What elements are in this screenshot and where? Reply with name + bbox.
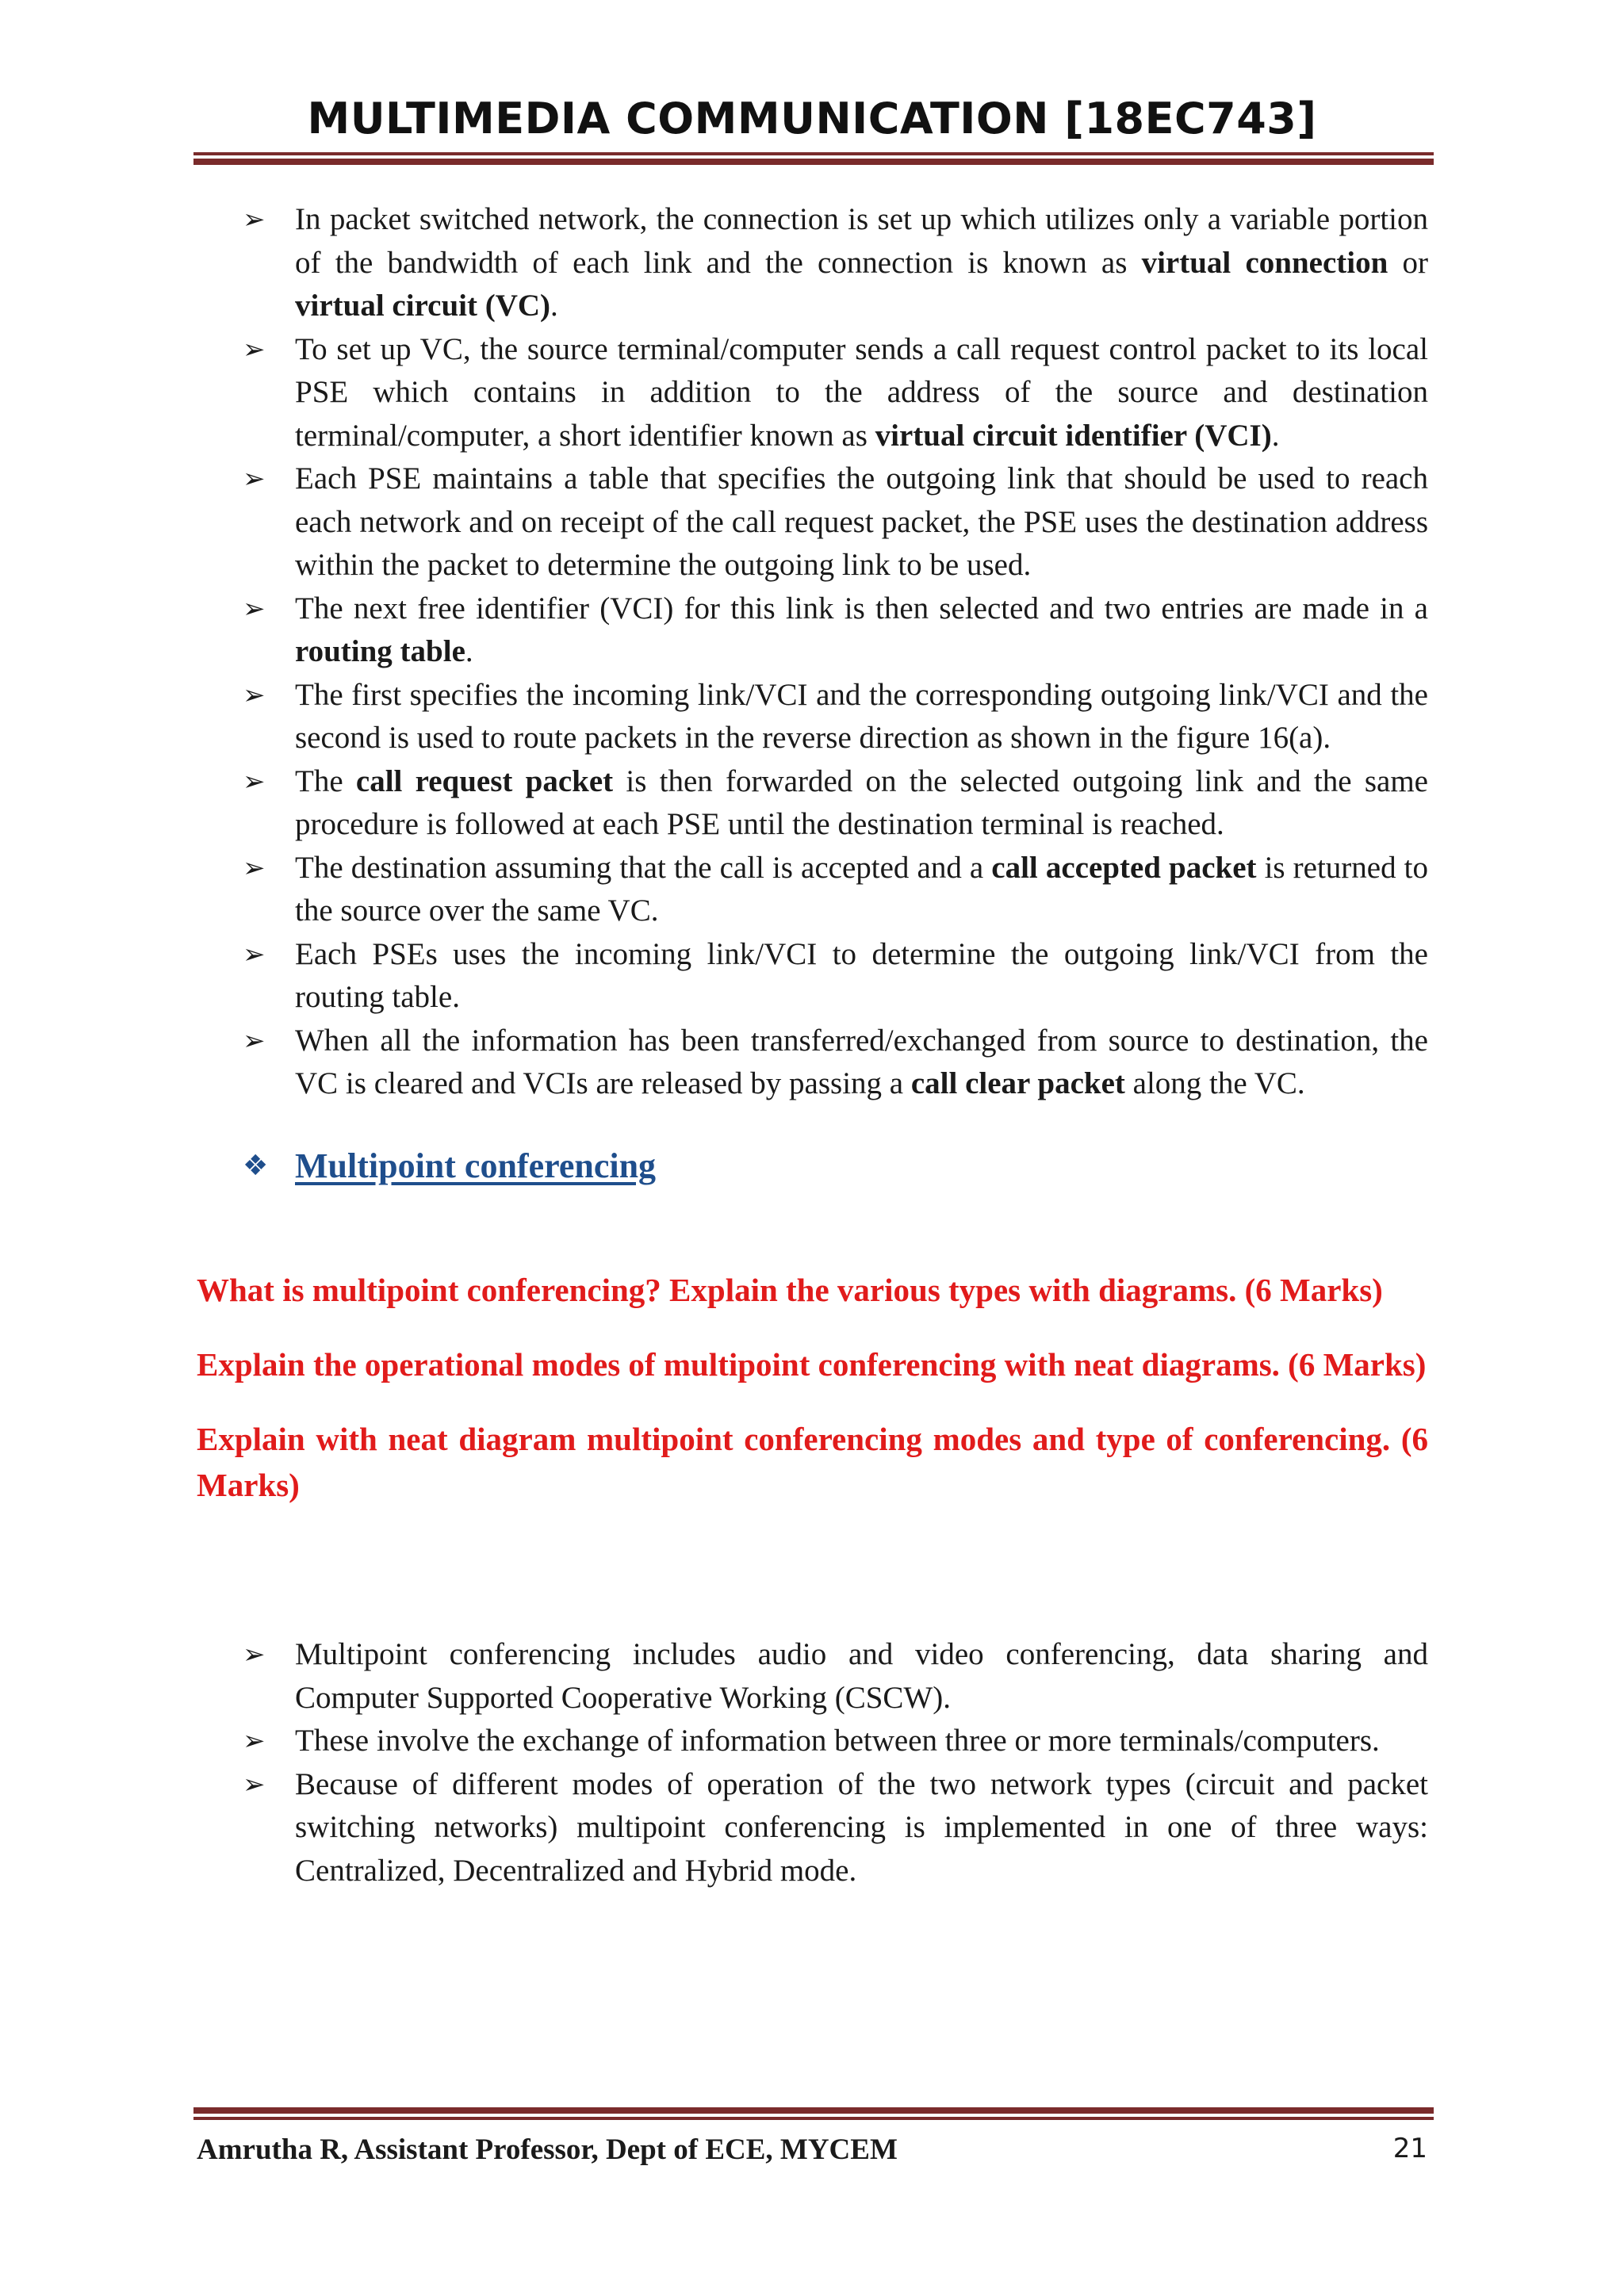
list-item: [243, 847, 1428, 933]
body-text: These involve the exchange of information between three or more terminals/computers.: [295, 1724, 1380, 1758]
bullet-list-virtual-circuit: [243, 198, 1428, 1106]
list-item: [243, 328, 1428, 458]
body-text: .: [1271, 418, 1280, 453]
body-text: Each PSE maintains a table that specifies the outgoing link that should be used to reach each network and on receipt of the call request packet, the PSE uses the destination address within the packet to determine the outgoing link to be used.: [295, 461, 1428, 582]
body-text: .: [550, 289, 558, 323]
arrow-bullet-icon: ➢: [243, 679, 266, 711]
exam-questions: [197, 1267, 1428, 1536]
body-text: is then forwarded on the selected outgoing link and the same procedure is followed at each PSE until the destination terminal is reached.: [295, 763, 1428, 841]
arrow-bullet-icon: ➢: [243, 938, 266, 970]
list-item: [243, 1633, 1428, 1720]
body-text: The destination assuming that the call is accepted and a: [295, 850, 992, 885]
body-text: When all the information has been transferred/exchanged from source to destination, the VC is cleared and VCIs are released by passing a: [295, 1023, 1428, 1100]
arrow-bullet-icon: ➢: [243, 204, 266, 235]
list-item: [243, 674, 1428, 760]
body-text: is returned to the source over the same VC.: [295, 850, 1429, 928]
list-item: [243, 198, 1428, 328]
bold-term: virtual circuit (VC): [295, 289, 551, 323]
bold-term: virtual circuit identifier (VCI): [875, 418, 1272, 453]
body-text: along the VC.: [1124, 1066, 1305, 1100]
list-item: [243, 760, 1428, 847]
list-item: [243, 1763, 1428, 1893]
body-text: The: [295, 763, 356, 798]
arrow-bullet-icon: ➢: [243, 463, 266, 495]
list-item: [243, 457, 1428, 587]
arrow-bullet-icon: ➢: [243, 1024, 266, 1057]
footer-rule: [193, 2107, 1434, 2120]
list-item: [243, 1020, 1428, 1106]
list-item: [243, 1720, 1428, 1763]
bold-term: call accepted packet: [991, 850, 1257, 885]
arrow-bullet-icon: ➢: [243, 333, 266, 365]
bold-term: routing table: [295, 634, 465, 668]
section-heading-text: Multipoint conferencing: [295, 1146, 657, 1185]
bold-term: call request packet: [355, 763, 614, 798]
footer-author: Amrutha R, Assistant Professor, Dept of ECE, MYCEM: [197, 2133, 898, 2166]
bold-term: call clear packet: [910, 1066, 1125, 1100]
body-text: The next free identifier (VCI) for this link is then selected and two entries are made in a: [295, 591, 1428, 626]
page-header-title: MULTIMEDIA COMMUNICATION [18EC743]: [307, 94, 1317, 144]
body-text: Multipoint conferencing includes audio and video conferencing, data sharing and Computer Supported Cooperative Working (CSCW).: [295, 1637, 1428, 1715]
header-rule: [193, 152, 1434, 165]
exam-question: What is multipoint conferencing? Explain the various types with diagrams. (6 Marks): [197, 1272, 1383, 1308]
arrow-bullet-icon: ➢: [243, 765, 266, 798]
footer-page-number: 21: [1392, 2133, 1427, 2164]
body-text: In packet switched network, the connection is set up which utilizes only a variable portion of the bandwidth of each link and the connection is known as: [295, 202, 1428, 280]
arrow-bullet-icon: ➢: [243, 851, 266, 884]
exam-question: Explain the operational modes of multipoint conferencing with neat diagrams. (6 Marks): [197, 1346, 1427, 1383]
arrow-bullet-icon: ➢: [243, 1639, 266, 1670]
body-text: Each PSEs uses the incoming link/VCI to determine the outgoing link/VCI from the routing table.: [295, 936, 1428, 1014]
body-text: or: [1388, 245, 1428, 280]
arrow-bullet-icon: ➢: [243, 592, 266, 625]
arrow-bullet-icon: ➢: [243, 1768, 266, 1800]
section-heading: [243, 1142, 1428, 1190]
arrow-bullet-icon: ➢: [243, 1725, 266, 1757]
bullet-list-conferencing: [243, 1633, 1428, 1892]
diamond-bullet-icon: ❖: [243, 1149, 269, 1182]
exam-question: Explain with neat diagram multipoint conferencing modes and type of conferencing. (6 Marks): [197, 1421, 1428, 1503]
body-text: Because of different modes of operation of the two network types (circuit and packet switching networks) multipoint conferencing is implemented in one of three ways: Centralized, Decentralized and Hybrid mode.: [295, 1766, 1428, 1888]
body-text: The first specifies the incoming link/VCI and the corresponding outgoing link/VCI and the second is used to route packets in the reverse direction as shown in the figure 16(a).: [295, 677, 1428, 755]
main-content: [243, 198, 1428, 1190]
list-item: [243, 933, 1428, 1020]
bold-term: virtual connection: [1141, 245, 1388, 280]
body-text: .: [465, 634, 473, 668]
list-item: [243, 587, 1428, 674]
body-text: To set up VC, the source terminal/computer sends a call request control packet to its local PSE which contains in addition to the address of the source and destination terminal/computer, a short identifier known as: [295, 331, 1428, 453]
